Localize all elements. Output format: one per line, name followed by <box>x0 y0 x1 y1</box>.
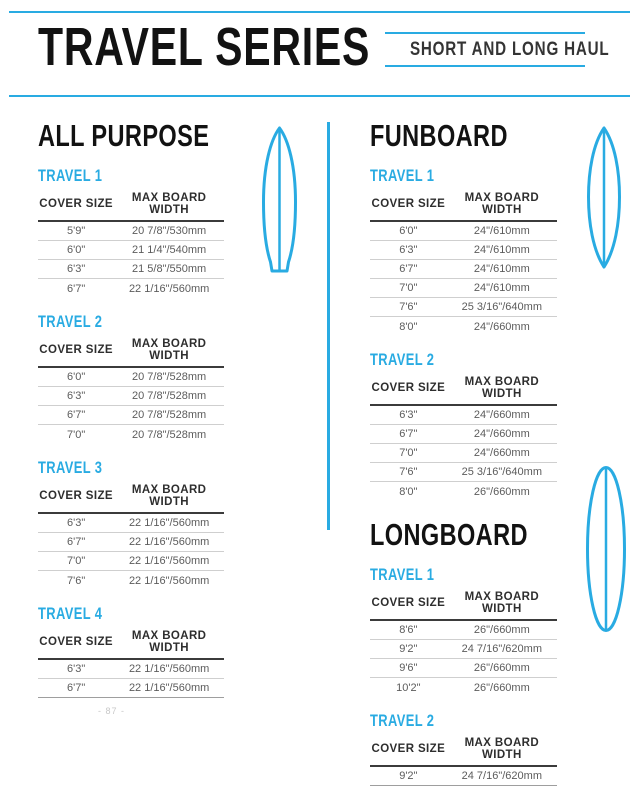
cover-size-cell: 9'2" <box>399 770 418 782</box>
col-header-max-board-width: MAX BOARD WIDTH <box>131 630 207 654</box>
travel-label-text: TRAVEL 1 <box>38 166 103 185</box>
cover-size-cell: 6'7" <box>67 682 86 694</box>
travel-label <box>38 313 224 331</box>
col-header-cover-size: COVER SIZE <box>371 597 446 609</box>
col-header-max-board-width: MAX BOARD WIDTH <box>464 376 540 400</box>
page-subtitle <box>385 32 610 67</box>
board-width-cell: 24"/610mm <box>473 225 530 237</box>
board-width-cell: 24"/610mm <box>473 282 530 294</box>
table-row <box>370 406 557 425</box>
top-accent-rule <box>9 11 630 13</box>
size-table <box>370 737 557 786</box>
page-subtitle-text: SHORT AND LONG HAUL <box>409 39 610 60</box>
size-table <box>370 376 557 501</box>
cover-size-cell: 6'0" <box>67 371 86 383</box>
travel-label <box>370 167 557 185</box>
travel-label <box>38 167 224 185</box>
cover-size-cell: 6'7" <box>399 428 418 440</box>
table-row <box>370 317 557 336</box>
col-header-cover-size: COVER SIZE <box>371 198 446 210</box>
size-table <box>370 192 557 336</box>
table-row <box>38 406 224 425</box>
cover-size-cell: 6'7" <box>399 263 418 275</box>
col-header-cover-size: COVER SIZE <box>39 198 113 210</box>
table-row <box>38 514 224 533</box>
board-width-cell: 24"/660mm <box>473 428 530 440</box>
table-row <box>370 241 557 260</box>
table-header-row <box>370 591 557 621</box>
travel-label <box>38 605 224 623</box>
table-row <box>370 678 557 697</box>
travel-label-text: TRAVEL 2 <box>370 350 435 369</box>
section-heading <box>38 120 224 152</box>
table-header-row <box>38 484 224 514</box>
board-width-cell: 24 7/16"/620mm <box>461 770 542 782</box>
table-row <box>38 533 224 552</box>
table-row <box>370 463 557 482</box>
funboard-icon <box>586 126 622 269</box>
size-table <box>38 338 224 444</box>
board-width-cell: 22 1/16"/560mm <box>128 574 210 587</box>
section-all-purpose <box>38 120 224 698</box>
table-row <box>38 241 224 260</box>
travel-label-text: TRAVEL 2 <box>370 711 435 730</box>
table-row <box>38 552 224 571</box>
col-header-max-board-width: MAX BOARD WIDTH <box>131 192 207 216</box>
table-row <box>38 660 224 679</box>
board-width-cell: 24"/660mm <box>473 409 530 421</box>
section-heading-text: FUNBOARD <box>370 118 508 153</box>
section-heading-text: LONGBOARD <box>370 517 528 552</box>
col-header-cover-size: COVER SIZE <box>371 743 446 755</box>
board-width-cell: 22 1/16"/560mm <box>128 555 210 567</box>
table-row <box>38 425 224 444</box>
board-width-cell: 22 1/16"/560mm <box>128 282 210 295</box>
travel-block <box>370 351 557 501</box>
cover-size-cell: 10'2" <box>396 681 421 694</box>
table-row <box>38 222 224 241</box>
section-heading <box>370 519 557 551</box>
table-header-row <box>38 338 224 368</box>
table-row <box>370 222 557 241</box>
table-header-row <box>370 192 557 222</box>
travel-block <box>38 459 224 590</box>
section-heading <box>370 120 557 152</box>
board-width-cell: 26"/660mm <box>473 662 530 674</box>
size-table <box>38 484 224 590</box>
board-width-cell: 20 7/8"/528mm <box>132 428 207 441</box>
board-width-cell: 24"/660mm <box>473 320 530 333</box>
cover-size-cell: 6'3" <box>399 244 418 256</box>
cover-size-cell: 7'0" <box>399 282 418 294</box>
table-header-row <box>370 737 557 767</box>
col-header-max-board-width: MAX BOARD WIDTH <box>464 591 540 615</box>
travel-label <box>38 459 224 477</box>
board-width-cell: 24"/660mm <box>473 447 530 459</box>
table-header-row <box>38 192 224 222</box>
longboard-icon <box>585 465 627 633</box>
board-width-cell: 21 5/8"/550mm <box>132 263 207 275</box>
table-row <box>370 640 557 659</box>
travel-label-text: TRAVEL 3 <box>38 458 103 477</box>
size-table <box>38 192 224 298</box>
travel-block <box>370 167 557 336</box>
size-table <box>38 630 224 698</box>
cover-size-cell: 8'6" <box>399 624 418 636</box>
cover-size-cell: 9'6" <box>399 662 418 674</box>
cover-size-cell: 6'7" <box>67 282 86 295</box>
travel-label-text: TRAVEL 1 <box>370 166 435 185</box>
table-row <box>370 767 557 786</box>
col-header-max-board-width: MAX BOARD WIDTH <box>131 338 207 362</box>
board-width-cell: 25 3/16"/640mm <box>461 466 542 478</box>
travel-label <box>370 712 557 730</box>
board-width-cell: 24"/610mm <box>473 263 530 275</box>
cover-size-cell: 6'3" <box>67 663 86 675</box>
page-title-text: TRAVEL SERIES <box>38 17 371 77</box>
board-width-cell: 22 1/16"/560mm <box>128 517 210 529</box>
board-width-cell: 21 1/4"/540mm <box>132 244 207 256</box>
shortboard-icon <box>259 126 300 275</box>
travel-block <box>370 712 557 786</box>
board-width-cell: 25 3/16"/640mm <box>461 301 542 313</box>
cover-size-cell: 6'3" <box>399 409 418 421</box>
table-row <box>370 621 557 640</box>
table-row <box>370 444 557 463</box>
travel-block <box>38 313 224 444</box>
col-header-max-board-width: MAX BOARD WIDTH <box>464 192 540 216</box>
travel-block <box>370 566 557 697</box>
header-accent-rule <box>9 95 630 97</box>
section-heading-text: ALL PURPOSE <box>38 118 210 153</box>
travel-block <box>38 167 224 298</box>
board-width-cell: 20 7/8"/528mm <box>132 371 207 383</box>
table-row <box>370 279 557 298</box>
cover-size-cell: 9'2" <box>399 643 418 655</box>
table-header-row <box>370 376 557 406</box>
table-row <box>38 260 224 279</box>
section-funboard <box>370 120 557 501</box>
travel-label <box>370 351 557 369</box>
col-header-max-board-width: MAX BOARD WIDTH <box>131 484 207 508</box>
cover-size-cell: 8'0" <box>399 485 418 498</box>
table-row <box>370 425 557 444</box>
column-left <box>38 120 224 698</box>
board-width-cell: 22 1/16"/560mm <box>128 536 210 548</box>
travel-label-text: TRAVEL 2 <box>38 312 103 331</box>
board-width-cell: 26"/660mm <box>473 681 530 694</box>
size-table <box>370 591 557 697</box>
travel-label-text: TRAVEL 1 <box>370 565 435 584</box>
col-header-cover-size: COVER SIZE <box>39 344 113 356</box>
table-row <box>38 679 224 698</box>
board-width-cell: 22 1/16"/560mm <box>128 663 210 675</box>
table-row <box>38 387 224 406</box>
cover-size-cell: 6'3" <box>67 263 86 275</box>
travel-label <box>370 566 557 584</box>
cover-size-cell: 7'6" <box>399 466 418 478</box>
table-header-row <box>38 630 224 660</box>
col-header-cover-size: COVER SIZE <box>39 636 113 648</box>
cover-size-cell: 7'0" <box>399 447 418 459</box>
cover-size-cell: 6'7" <box>67 409 86 421</box>
cover-size-cell: 6'7" <box>67 536 86 548</box>
table-row <box>38 279 224 298</box>
board-width-cell: 24 7/16"/620mm <box>461 643 542 655</box>
board-width-cell: 26"/660mm <box>473 485 530 498</box>
board-width-cell: 22 1/16"/560mm <box>128 682 210 694</box>
cover-size-cell: 6'0" <box>67 244 86 256</box>
table-row <box>38 368 224 387</box>
board-width-cell: 20 7/8"/528mm <box>132 409 207 421</box>
travel-label-text: TRAVEL 4 <box>38 604 103 623</box>
page-number: - 87 - <box>98 706 126 716</box>
cover-size-cell: 6'0" <box>399 225 418 237</box>
column-right <box>370 120 557 786</box>
travel-block <box>38 605 224 698</box>
cover-size-cell: 7'6" <box>67 574 86 587</box>
col-header-max-board-width: MAX BOARD WIDTH <box>464 737 540 761</box>
cover-size-cell: 7'0" <box>67 555 86 567</box>
board-width-cell: 20 7/8"/528mm <box>132 390 207 402</box>
col-header-cover-size: COVER SIZE <box>371 382 446 394</box>
table-row <box>370 260 557 279</box>
table-row <box>370 298 557 317</box>
column-divider <box>327 122 330 530</box>
cover-size-cell: 7'6" <box>399 301 418 313</box>
cover-size-cell: 5'9" <box>67 225 86 237</box>
cover-size-cell: 6'3" <box>67 517 86 529</box>
section-longboard <box>370 519 557 786</box>
cover-size-cell: 6'3" <box>67 390 86 402</box>
cover-size-cell: 8'0" <box>399 320 418 333</box>
board-width-cell: 24"/610mm <box>473 244 530 256</box>
cover-size-cell: 7'0" <box>67 428 86 441</box>
col-header-cover-size: COVER SIZE <box>39 490 113 502</box>
board-width-cell: 20 7/8"/530mm <box>132 225 207 237</box>
table-row <box>370 659 557 678</box>
board-width-cell: 26"/660mm <box>473 624 530 636</box>
table-row <box>370 482 557 501</box>
table-row <box>38 571 224 590</box>
